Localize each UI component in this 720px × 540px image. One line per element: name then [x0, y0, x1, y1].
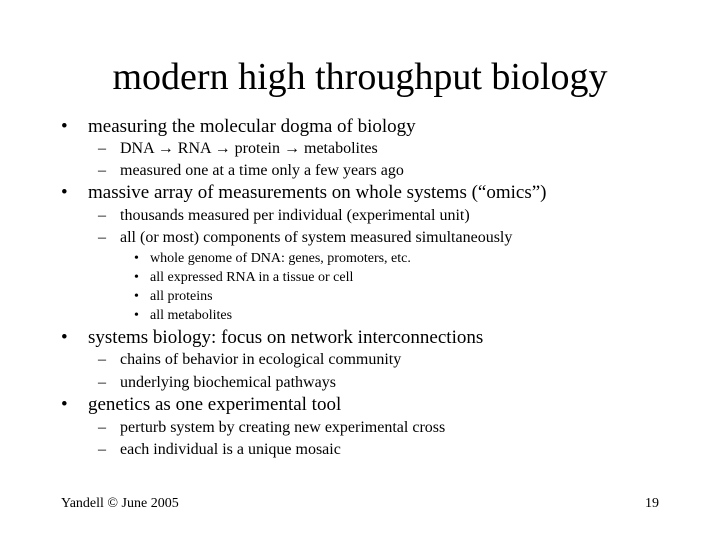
bullet-marker: •	[61, 394, 68, 415]
sub-bullet-text-measured-one: measured one at a time only a few years ago	[120, 162, 404, 179]
dash-marker: –	[98, 351, 106, 368]
subsub-bullet-text-metabolites: all metabolites	[150, 308, 233, 323]
sub-bullet-text-mosaic: each individual is a unique mosaic	[120, 441, 341, 458]
dash-marker: –	[98, 140, 106, 157]
sub-bullet-text-pathways: underlying biochemical pathways	[120, 374, 336, 391]
dot-marker: •	[134, 308, 139, 323]
sub-bullet-text-all-components: all (or most) components of system measured simultaneously	[120, 229, 513, 246]
dash-marker: –	[98, 229, 106, 246]
subsub-bullet-text-proteins: all proteins	[150, 289, 213, 304]
bullet-text-systems-biology: systems biology: focus on network interconnections	[88, 327, 484, 348]
subsub-bullet-text-genome: whole genome of DNA: genes, promoters, etc.	[150, 251, 411, 266]
dash-marker: –	[98, 441, 106, 458]
dash-marker: –	[98, 162, 106, 179]
page-number: 19	[645, 496, 659, 511]
dash-marker: –	[98, 419, 106, 436]
bullet-text-measuring-dogma: measuring the molecular dogma of biology	[88, 116, 416, 137]
sub-bullet-text-perturb: perturb system by creating new experimental cross	[120, 419, 446, 436]
dot-marker: •	[134, 289, 139, 304]
bullet-marker: •	[61, 327, 68, 348]
sub-bullet-text-thousands: thousands measured per individual (experimental unit)	[120, 207, 470, 224]
bullet-marker: •	[61, 182, 68, 203]
footer-author-date: Yandell © June 2005	[61, 496, 179, 511]
dot-marker: •	[134, 251, 139, 266]
sub-bullet-text-dna-rna: DNA → RNA → protein → metabolites	[120, 140, 378, 157]
slide-title: modern high throughput biology	[112, 56, 608, 98]
bullet-text-massive-array: massive array of measurements on whole systems (“omics”)	[88, 182, 547, 203]
sub-bullet-text-chains: chains of behavior in ecological community	[120, 351, 402, 368]
subsub-bullet-text-rna: all expressed RNA in a tissue or cell	[150, 270, 354, 285]
dash-marker: –	[98, 374, 106, 391]
bullet-text-genetics: genetics as one experimental tool	[88, 394, 342, 415]
dot-marker: •	[134, 270, 139, 285]
bullet-marker: •	[61, 116, 68, 137]
dash-marker: –	[98, 207, 106, 224]
